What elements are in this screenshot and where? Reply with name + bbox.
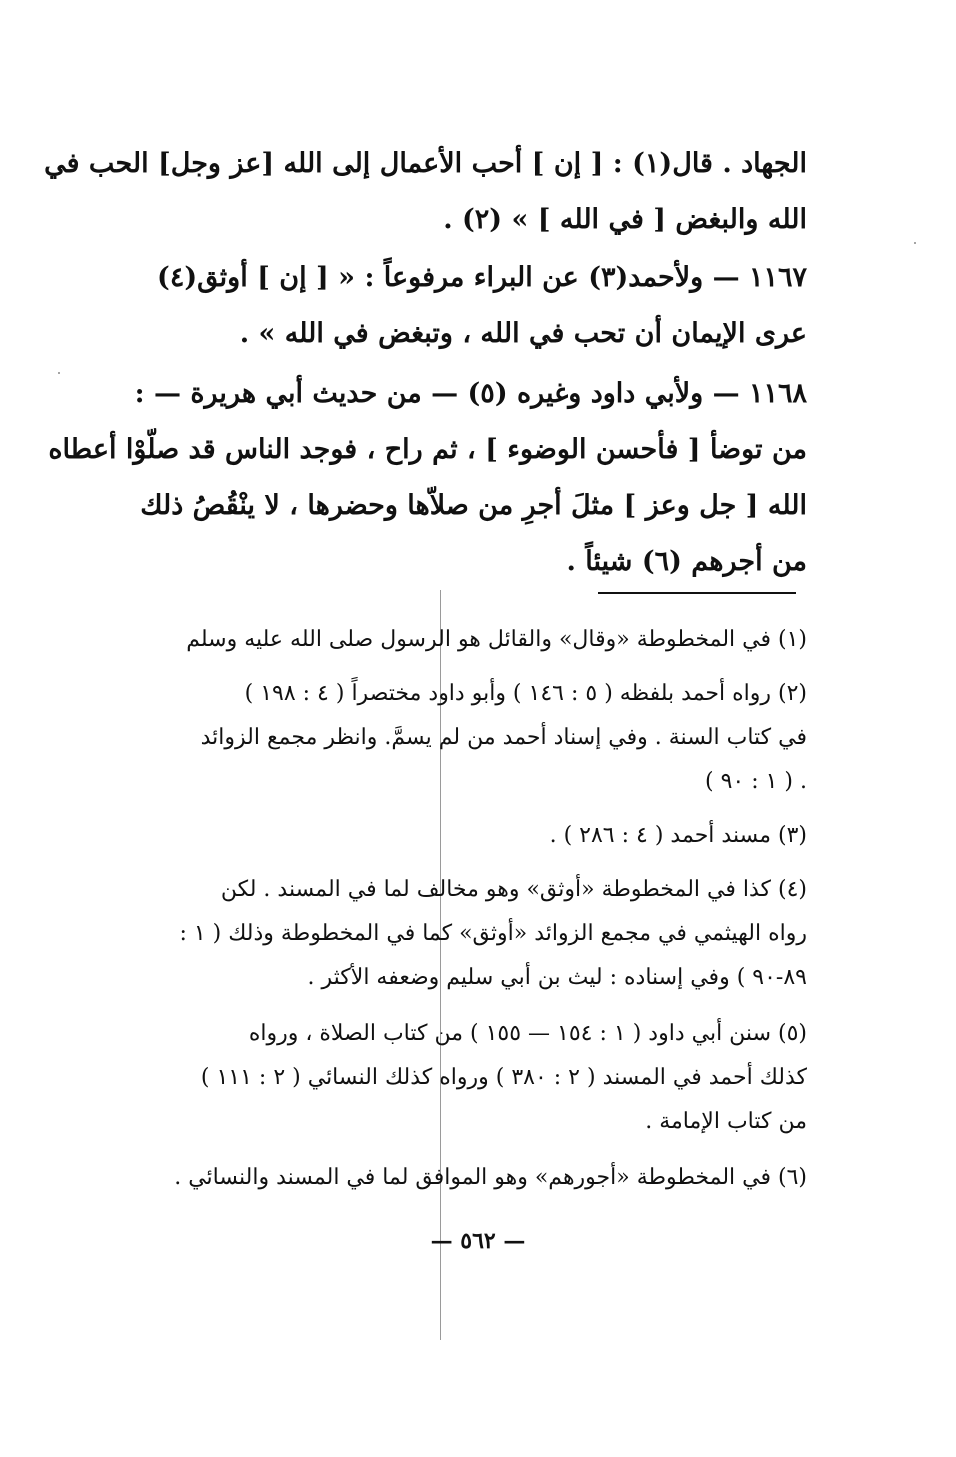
- footnote-3: [135, 814, 807, 858]
- scan-speck: [58, 372, 60, 374]
- footnote-1: [135, 618, 807, 662]
- text-line: الله [ جل وعز ] مثلَ أجرِ من صلاّها وحضرها ، لا ينْقُصُ ذلك: [140, 490, 807, 521]
- footnote-2: [135, 672, 807, 804]
- footnote-line: في كتاب السنة . وفي إسناد أحمد من لم يسمَّ. وانظر مجمع الزوائد: [200, 725, 807, 750]
- paragraph-hadith-1168: [48, 366, 807, 590]
- text-line: من توضأ [ فأحسن الوضوء ] ، ثم راح ، فوجد الناس قد صلّوْا أعطاه: [48, 434, 807, 465]
- text-line: الجهاد . قال(١) : [ إن ] أحب الأعمال إلى الله [عز وجل] الحب في: [44, 148, 807, 179]
- text-line: ١١٦٧ — ولأحمد(٣) عن البراء مرفوعاً : « [ إن ] أوثق(٤): [157, 262, 807, 293]
- footnote-line: (٣) مسند أحمد ( ٤ : ٢٨٦ ) .: [549, 823, 807, 848]
- footnote-line: (١) في المخطوطة «وقال» والقائل هو الرسول صلى الله عليه وسلم: [186, 627, 807, 652]
- paragraph-hadith-1167: [135, 250, 807, 362]
- footnote-separator: [598, 592, 796, 594]
- footnote-line: . ( ١ : ٩٠ ): [704, 769, 807, 794]
- footnote-line: رواه الهيثمي في مجمع الزوائد «أوثق» كما في المخطوطة وذلك ( ١ :: [179, 921, 807, 946]
- footnote-line: من كتاب الإمامة .: [645, 1109, 807, 1134]
- footnote-line: (٢) رواه أحمد بلفظه ( ٥ : ١٤٦ ) وأبو داود مختصراً ( ٤ : ١٩٨ ): [244, 681, 807, 706]
- footnote-line: (٤) كذا في المخطوطة «أوثق» وهو مخالف لما في المسند . لكن: [220, 877, 807, 902]
- footnote-line: (٦) في المخطوطة «أجورهم» وهو الموافق لما في المسند والنسائي .: [174, 1165, 807, 1190]
- footnote-6: [135, 1156, 807, 1200]
- footnote-line: كذلك أحمد في المسند ( ٢ : ٣٨٠ ) ورواه كذلك النسائي ( ٢ : ١١١ ): [200, 1065, 807, 1090]
- text-line: عرى الإيمان أن تحب في الله ، وتبغض في الله » .: [239, 318, 807, 349]
- text-line: من أجرهم (٦) شيئاً .: [566, 546, 807, 577]
- footnote-line: (٥) سنن أبي داود ( ١ : ١٥٤ — ١٥٥ ) من كتاب الصلاة ، ورواه: [248, 1021, 807, 1046]
- text-line: ١١٦٨ — ولأبي داود وغيره (٥) — من حديث أبي هريرة — :: [134, 378, 807, 409]
- footnote-5: [135, 1012, 807, 1144]
- scan-speck: [914, 242, 916, 244]
- paragraph-1: [44, 136, 807, 248]
- page-number: — ٥٦٢ —: [430, 1228, 526, 1254]
- footnote-4: [135, 868, 807, 1000]
- footnote-line: ٨٩-٩٠ ) وفي إسناده : ليث بن أبي سليم وضعفه الأكثر .: [307, 965, 807, 990]
- text-line: الله والبغض [ في الله ] » (٢) .: [443, 204, 807, 235]
